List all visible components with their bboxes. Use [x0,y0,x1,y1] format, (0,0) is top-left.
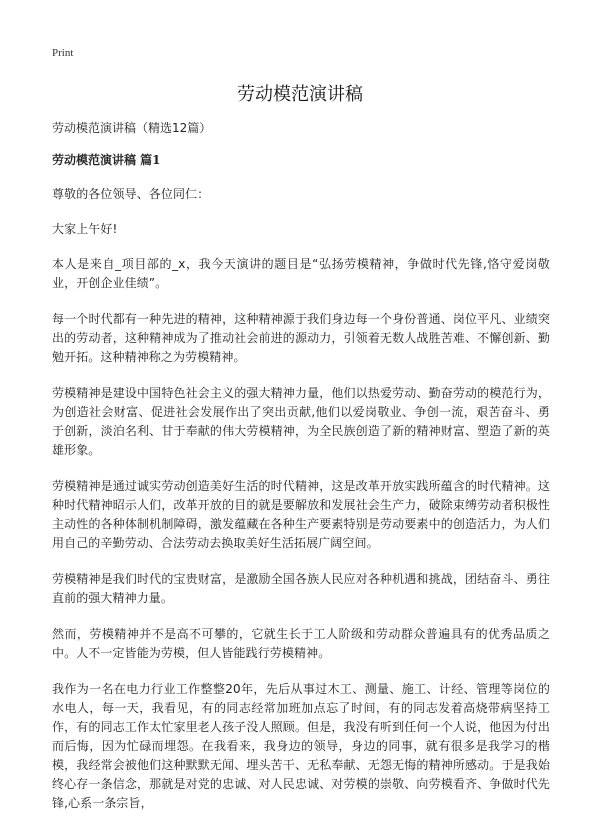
print-label[interactable]: Print [52,47,74,59]
paragraph: 我作为一名在电力行业工作整整20年，先后从事过木工、测量、施工、计经、管理等岗位的水电人，每一天，我看见，有的同志经常加班加点忘了时间，有的同志发着高烧带病坚持工作，有的同志工作太忙家里老人孩子没人照顾。但是，我没有听到任何一个人说，他因为付出而后悔，因为忙碌而埋怨。在我看来，我身边的领导，身边的同事，就有很多是我学习的楷模，我经常会被他们这种默默无闻、埋头苦干、无私奉献、无怨无悔的精神所感动。于是我始终心存一条信念，那就是对党的忠诚、对人民忠诚、对劳模的崇敬、向劳模看齐、争做时代先锋,心系一条宗旨， [52,682,550,810]
document-body [52,120,550,830]
paragraph: 劳模精神是建设中国特色社会主义的强大精神力量，他们以热爱劳动、勤奋劳动的模范行为，为创造社会财富、促进社会发展作出了突出贡献,他们以爱岗敬业、争创一流，艰苦奋斗、勇于创新，淡泊名利、甘于奉献的伟大劳模精神，为全民族创造了新的精神财富、塑造了新的英雄形象。 [52,386,550,457]
paragraph: 本人是来自_项目部的_x，我今天演讲的题目是“弘扬劳模精神，争做时代先锋,恪守爱岗敬业，开创企业佳绩”。 [52,257,550,290]
section-heading: 劳动模范演讲稿 篇1 [52,153,161,167]
paragraph: 每一个时代都有一种先进的精神，这种精神源于我们身边每一个身份普通、岗位平凡、业绩突出的劳动者，这种精神成为了推动社会前进的源动力，引领着无数人战胜苦难、不懈创新、勤勉开拓。这种精神称之为劳模精神。 [52,312,550,364]
document-title: 劳动模范演讲稿 [237,84,363,105]
paragraph-greeting: 尊敬的各位领导、各位同仁： [52,187,210,201]
paragraph: 劳模精神是通过诚实劳动创造美好生活的时代精神，这是改革开放实践所蕴含的时代精神。这种时代精神昭示人们，改革开放的目的就是要解放和发展社会生产力，破除束缚劳动者积极性主动性的各种体制机制障碍，激发蕴藏在各种生产要素特别是劳动要素中的创造活力，为人们用自己的辛勤劳动、合法劳动去换取美好生活拓展广阔空间。 [52,479,550,550]
document-subtitle: 劳动模范演讲稿（精选12篇） [52,121,212,135]
paragraph: 劳模精神是我们时代的宝贵财富，是激励全国各族人民应对各种机遇和挑战，团结奋斗、勇往直前的强大精神力量。 [52,572,550,605]
paragraph-salutation: 大家上午好! [52,222,118,236]
paragraph: 然而，劳模精神并不是高不可攀的，它就生长于工人阶级和劳动群众普遍具有的优秀品质之中。人不一定皆能为劳模，但人皆能践行劳模精神。 [52,627,550,660]
